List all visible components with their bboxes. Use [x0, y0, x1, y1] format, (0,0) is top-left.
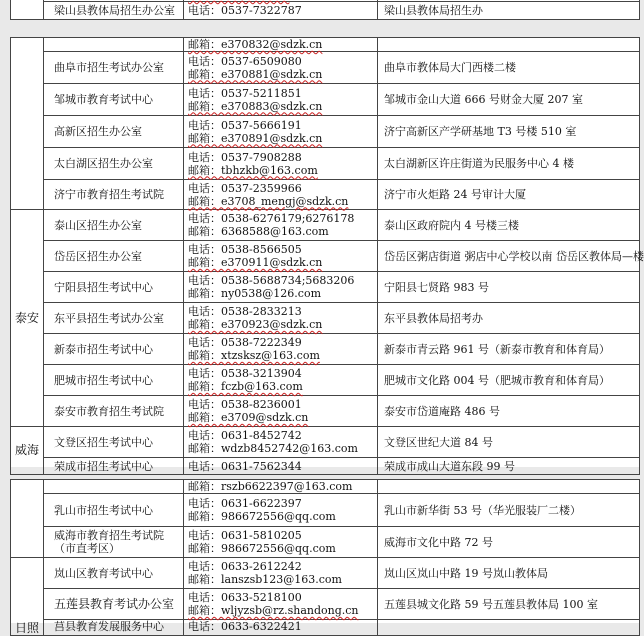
address-cell: 岱岳区粥店街道 粥店中心学校以南 岱岳区教体局—楼 [378, 241, 640, 272]
org-cell: 荣成市招生考试中心 [44, 458, 184, 475]
page-fragment-top [10, 0, 640, 19]
org-cell: 宁阳县招生考试中心 [44, 272, 184, 303]
table-row [11, 334, 640, 365]
org-cell: 高新区招生办公室 [44, 116, 184, 148]
address-cell: 五莲县城文化路 59 号五莲县教体局 100 室 [378, 589, 640, 620]
contact-table-page2 [10, 37, 644, 475]
table-row [11, 365, 640, 396]
address-cell: 太白湖新区许庄街道为民服务中心 4 楼 [378, 148, 640, 180]
table-row [11, 38, 640, 52]
contact-cell: 电话：0537-5666191 邮箱：e370891@sdzk.cn [184, 116, 378, 148]
org-cell: 济宁市教育招生考试院 [44, 180, 184, 210]
region-cell-weihai: 威海 [11, 427, 44, 475]
contact-table-page3 [10, 479, 640, 636]
contact-cell: 电话：0631-5810205 邮箱：986672556@qq.com [184, 527, 378, 558]
table-row [11, 396, 640, 427]
address-cell: 泰安市岱道庵路 486 号 [378, 396, 640, 427]
contact-table-page1 [10, 0, 640, 20]
contact-cell: 电话：0631-6622397 邮箱：986672556@qq.com [184, 494, 378, 527]
address-cell: 文登区世纪大道 84 号 [378, 427, 640, 458]
table-row [11, 527, 640, 558]
contact-cell: 邮箱：rszb6622397@163.com [184, 480, 378, 494]
phone-cell: 电话：0537-7322787 [184, 2, 378, 20]
address-cell: 曲阜市教体局大门西楼二楼 [378, 52, 640, 84]
contact-cell: 电话：0538-8236001 邮箱：e3709@sdzk.cn [184, 396, 378, 427]
address-cell: 荣成市成山大道东段 99 号 [378, 458, 640, 475]
table-row [11, 272, 640, 303]
contact-cell: 电话：0537-5211851 邮箱：e370883@sdzk.cn [184, 84, 378, 116]
region-cell-jining [11, 38, 44, 210]
table-row [11, 116, 640, 148]
table-row [11, 84, 640, 116]
table-row [11, 427, 640, 458]
org-cell: 曲阜市招生考试办公室 [44, 52, 184, 84]
address-cell: 乳山市新华街 53 号（华光服装厂二楼） [378, 494, 640, 527]
address-cell: 新泰市青云路 961 号（新泰市教育和体育局） [378, 334, 640, 365]
address-cell: 梁山县教体局招生办 [378, 2, 640, 20]
region-cell-weihai-cont [11, 480, 44, 558]
org-cell: 东平县招生考试办公室 [44, 303, 184, 334]
contact-cell: 邮箱：e370832@sdzk.cn [184, 38, 378, 52]
contact-cell: 电话：0538-2833213 邮箱：e370923@sdzk.cn [184, 303, 378, 334]
org-cell: 岱岳区招生办公室 [44, 241, 184, 272]
address-cell: 泰山区政府院内 4 号楼三楼 [378, 210, 640, 241]
table-row [11, 210, 640, 241]
org-cell: 文登区招生考试中心 [44, 427, 184, 458]
page-fragment-middle [10, 37, 644, 473]
table-row [11, 494, 640, 527]
org-cell: 泰山区招生办公室 [44, 210, 184, 241]
table-row [11, 303, 640, 334]
contact-cell: 电话：0538-5688734;5683206 邮箱：ny0538@126.com [184, 272, 378, 303]
contact-cell: 电话：0538-7222349 邮箱：xtzsksz@163.com [184, 334, 378, 365]
region-cell-taian: 泰安 [11, 210, 44, 427]
org-cell: 五莲县教育考试办公室 [44, 589, 184, 620]
region-cell-rizhao: 日照 [11, 558, 44, 636]
org-cell: 太白湖区招生办公室 [44, 148, 184, 180]
org-cell [44, 38, 184, 52]
address-cell: 邹城市金山大道 666 号财金大厦 207 室 [378, 84, 640, 116]
org-cell: 泰安市教育招生考试院 [44, 396, 184, 427]
table-row [11, 52, 640, 84]
contact-cell: 电话：0633-6322421 [184, 620, 378, 636]
org-cell: 肥城市招生考试中心 [44, 365, 184, 396]
contact-cell: 电话：0537-7908288 邮箱：tbhzkb@163.com [184, 148, 378, 180]
contact-cell: 电话：0633-2612242 邮箱：lanszsb123@163.com [184, 558, 378, 589]
table-row [11, 589, 640, 620]
address-cell: 肥城市文化路 004 号（肥城市教育和体育局） [378, 365, 640, 396]
contact-cell: 电话：0538-6276179;6276178 邮箱：6368588@163.com [184, 210, 378, 241]
org-cell: 乳山市招生考试中心 [44, 494, 184, 527]
table-row [11, 241, 640, 272]
region-cell [11, 0, 44, 20]
org-cell: 邹城市教育考试中心 [44, 84, 184, 116]
contact-cell: 电话：0537-2359966 邮箱：e3708_mengj@sdzk.cn [184, 180, 378, 210]
address-cell: 宁阳县七贤路 983 号 [378, 272, 640, 303]
table-row [11, 480, 640, 494]
org-cell: 莒县教育发展服务中心 [44, 620, 184, 636]
table-row [11, 148, 640, 180]
address-cell [378, 620, 640, 636]
org-cell: 梁山县教体局招生办公室 [44, 2, 184, 20]
table-row [11, 458, 640, 475]
contact-cell: 电话：0633-5218100 邮箱：wljyzsb@rz.shandong.cn [184, 589, 378, 620]
contact-cell: 电话：0538-3213904 邮箱：fczb@163.com [184, 365, 378, 396]
page-fragment-bottom [10, 479, 640, 635]
org-cell [44, 480, 184, 494]
address-cell: 济宁高新区产学研基地 T3 号楼 510 室 [378, 116, 640, 148]
address-cell [378, 480, 640, 494]
table-row [11, 620, 640, 636]
org-cell: 岚山区教育考试中心 [44, 558, 184, 589]
table-row [11, 558, 640, 589]
org-cell: 新泰市招生考试中心 [44, 334, 184, 365]
table-row [11, 2, 640, 20]
contact-cell: 电话：0538-8566505 邮箱：e370911@sdzk.cn [184, 241, 378, 272]
address-cell [378, 38, 640, 52]
contact-cell: 电话：0537-6509080 邮箱：e370881@sdzk.cn [184, 52, 378, 84]
address-cell: 岚山区岚山中路 19 号岚山教体局 [378, 558, 640, 589]
org-cell: 威海市教育招生考试院 （市直考区） [44, 527, 184, 558]
contact-cell: 电话：0631-8452742 邮箱：wdzb8452742@163.com [184, 427, 378, 458]
table-row [11, 180, 640, 210]
contact-cell: 电话：0631-7562344 [184, 458, 378, 475]
address-cell: 济宁市火炬路 24 号审计大厦 [378, 180, 640, 210]
address-cell: 威海市文化中路 72 号 [378, 527, 640, 558]
address-cell: 东平县教体局招考办 [378, 303, 640, 334]
